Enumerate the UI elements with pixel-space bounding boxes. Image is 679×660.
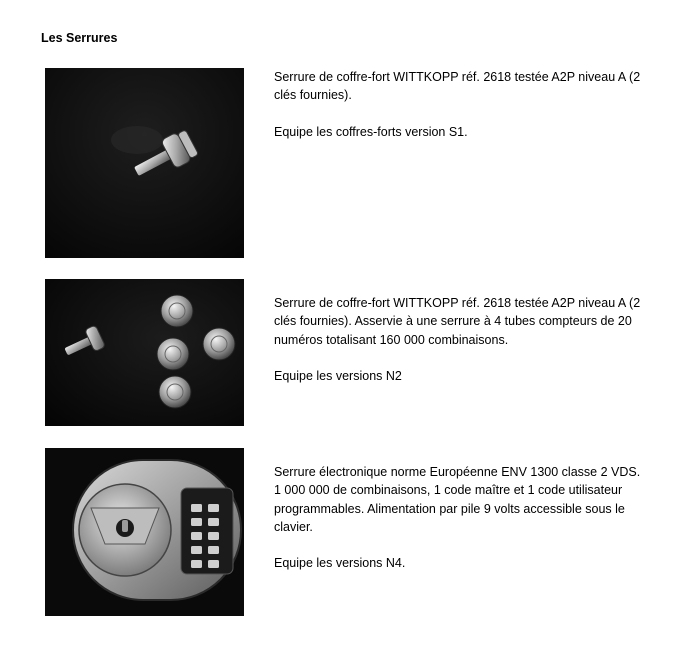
electronic-keypad-lock-photo xyxy=(45,448,244,616)
page-title: Les Serrures xyxy=(41,31,118,45)
key-lock-with-combination-dials-photo xyxy=(45,279,244,426)
item-paragraph: Equipe les versions N2 xyxy=(274,369,402,384)
item-paragraph: Serrure électronique norme Européenne ENV 1300 classe 2 VDS. 1 000 000 de combinaisons, 1 code maître et 1 code utilisateur programmables. Alimentation par pile 9 volts accessible sous le clavier. xyxy=(274,465,641,534)
item-paragraph: Equipe les versions N4. xyxy=(274,556,406,571)
item-description xyxy=(274,68,646,141)
item-paragraph: Equipe les coffres-forts version S1. xyxy=(274,124,468,139)
item-paragraph: Serrure de coffre-fort WITTKOPP réf. 2618 testée A2P niveau A (2 clés fournies). xyxy=(274,70,641,103)
item-description xyxy=(274,294,646,385)
item-description xyxy=(274,463,646,573)
item-paragraph: Serrure de coffre-fort WITTKOPP réf. 2618 testée A2P niveau A (2 clés fournies). Asservie à une serrure à 4 tubes compteurs de 20 numéros totalisant 160 000 combinaisons. xyxy=(274,296,641,347)
keyed-safe-lock-photo xyxy=(45,68,244,258)
